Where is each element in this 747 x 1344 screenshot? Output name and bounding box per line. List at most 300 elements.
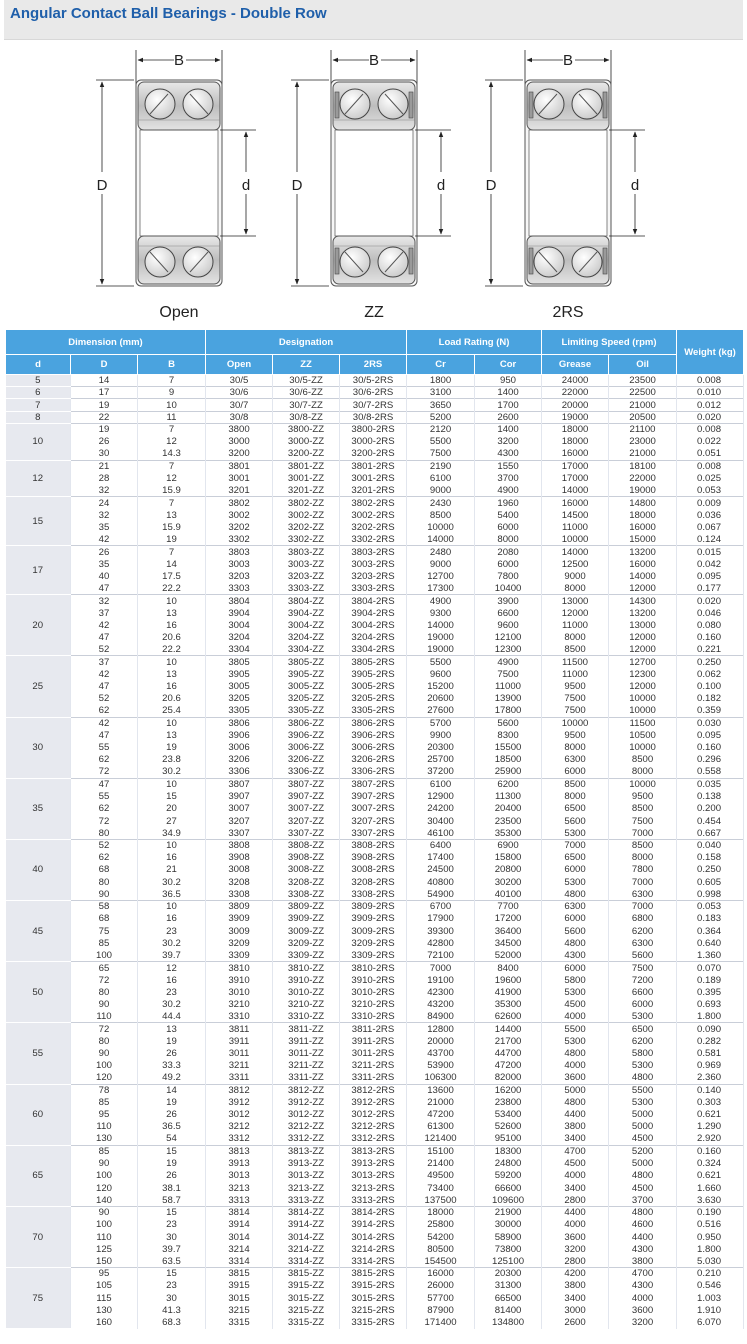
dim-d-open: d (241, 177, 251, 194)
table-row (6, 436, 744, 448)
table-cell: 0.558 (677, 766, 744, 778)
table-cell: 3014-ZZ (273, 1231, 340, 1243)
col-oil: Oil (609, 355, 677, 375)
table-cell: 24800 (475, 1158, 542, 1170)
table-cell: 70 (6, 1206, 71, 1267)
table-cell: 3910-ZZ (273, 974, 340, 986)
table-cell: 85 (71, 1096, 138, 1108)
table-row (6, 925, 744, 937)
table-cell: 45 (6, 901, 71, 962)
table-cell: 0.062 (677, 668, 744, 680)
table-cell: 3214-ZZ (273, 1243, 340, 1255)
table-cell: 5200 (407, 411, 475, 423)
table-cell: 4600 (609, 1219, 677, 1231)
table-cell: 6600 (609, 986, 677, 998)
table-row (6, 521, 744, 533)
table-row (6, 668, 744, 680)
table-cell: 30/6 (206, 387, 273, 399)
table-cell: 25800 (407, 1219, 475, 1231)
table-cell: 6100 (407, 472, 475, 484)
table-cell: 30/5-2RS (340, 375, 407, 387)
table-cell: 0.190 (677, 1206, 744, 1218)
table-row (6, 619, 744, 631)
table-cell: 0.605 (677, 876, 744, 888)
table-cell: 49.2 (138, 1072, 206, 1084)
table-cell: 35 (71, 521, 138, 533)
table-cell: 47 (71, 582, 138, 594)
table-cell: 0.046 (677, 607, 744, 619)
table-cell: 12000 (609, 582, 677, 594)
table-cell: 3304-ZZ (273, 644, 340, 656)
table-cell: 0.035 (677, 778, 744, 790)
table-cell: 3805-ZZ (273, 656, 340, 668)
table-cell: 52600 (475, 1121, 542, 1133)
table-cell: 5600 (542, 815, 609, 827)
table-cell: 16200 (475, 1084, 542, 1096)
table-cell: 55 (71, 742, 138, 754)
table-cell: 42 (71, 668, 138, 680)
table-cell: 40 (6, 839, 71, 900)
table-cell: 15.9 (138, 485, 206, 497)
group-designation: Designation (206, 330, 407, 355)
table-row (6, 1096, 744, 1108)
table-cell: 3001-ZZ (273, 472, 340, 484)
table-cell: 3004-ZZ (273, 619, 340, 631)
table-cell: 3905-2RS (340, 668, 407, 680)
table-cell: 3905 (206, 668, 273, 680)
table-cell: 3808-ZZ (273, 839, 340, 851)
table-cell: 3400 (542, 1292, 609, 1304)
table-body (6, 375, 744, 1329)
title-bar (4, 0, 743, 40)
table-cell: 3806-ZZ (273, 717, 340, 729)
table-cell: 7 (138, 460, 206, 472)
table-cell: 0.221 (677, 644, 744, 656)
table-cell: 3800-ZZ (273, 423, 340, 435)
table-cell: 3312-2RS (340, 1133, 407, 1145)
table-cell: 25900 (475, 766, 542, 778)
table-cell: 3010-2RS (340, 986, 407, 998)
table-cell: 55 (71, 790, 138, 802)
table-row (6, 607, 744, 619)
table-cell: 13 (138, 668, 206, 680)
table-cell: 5300 (609, 1096, 677, 1108)
table-cell: 3014-2RS (340, 1231, 407, 1243)
table-cell: 6000 (542, 913, 609, 925)
table-row (6, 1243, 744, 1255)
table-cell: 14300 (609, 595, 677, 607)
table-cell: 14.3 (138, 448, 206, 460)
table-cell: 17400 (407, 852, 475, 864)
table-cell: 8500 (542, 644, 609, 656)
table-row (6, 705, 744, 717)
table-cell: 3813 (206, 1145, 273, 1157)
table-cell: 3006 (206, 742, 273, 754)
table-cell: 1700 (475, 399, 542, 411)
table-cell: 5300 (542, 986, 609, 998)
table-cell: 90 (71, 1047, 138, 1059)
table-cell: 4800 (542, 937, 609, 949)
table-cell: 20 (138, 803, 206, 815)
table-cell: 10000 (609, 742, 677, 754)
table-row (6, 937, 744, 949)
table-cell: 3600 (542, 1072, 609, 1084)
table-cell: 3204-ZZ (273, 631, 340, 643)
table-cell: 2190 (407, 460, 475, 472)
table-cell: 24000 (542, 375, 609, 387)
table-cell: 80 (71, 986, 138, 998)
table-row (6, 913, 744, 925)
table-cell: 8000 (542, 742, 609, 754)
table-cell: 3906 (206, 729, 273, 741)
table-cell: 0.693 (677, 998, 744, 1010)
table-cell: 6000 (475, 558, 542, 570)
table-cell: 4800 (609, 1072, 677, 1084)
table-cell: 3200 (542, 1243, 609, 1255)
table-cell: 3002-2RS (340, 509, 407, 521)
table-cell: 3210 (206, 998, 273, 1010)
table-cell: 3008-2RS (340, 864, 407, 876)
table-cell: 0.454 (677, 815, 744, 827)
table-cell: 3007 (206, 803, 273, 815)
table-cell: 3206 (206, 754, 273, 766)
table-cell: 3801-2RS (340, 460, 407, 472)
table-cell: 3810-ZZ (273, 962, 340, 974)
table-cell: 1.360 (677, 950, 744, 962)
table-cell: 26 (71, 436, 138, 448)
table-cell: 15 (138, 1206, 206, 1218)
table-cell: 3800 (206, 423, 273, 435)
table-cell: 4000 (542, 1219, 609, 1231)
dim-d-2rs: d (630, 177, 640, 194)
table-cell: 3808 (206, 839, 273, 851)
table-cell: 20400 (475, 803, 542, 815)
col-grease: Grease (542, 355, 609, 375)
table-cell: 8500 (542, 778, 609, 790)
table-cell: 3308 (206, 888, 273, 900)
table-cell: 5000 (542, 1084, 609, 1096)
table-cell: 2800 (542, 1194, 609, 1206)
table-cell: 100 (71, 1170, 138, 1182)
table-cell: 3915 (206, 1280, 273, 1292)
table-cell: 11 (138, 411, 206, 423)
table-cell: 0.051 (677, 448, 744, 460)
col-d: d (6, 355, 71, 375)
table-row (6, 472, 744, 484)
table-cell: 3003-2RS (340, 558, 407, 570)
table-cell: 3315-ZZ (273, 1317, 340, 1329)
table-cell: 80 (71, 827, 138, 839)
table-cell: 6300 (609, 937, 677, 949)
table-cell: 18000 (542, 436, 609, 448)
table-cell: 3907-2RS (340, 790, 407, 802)
table-cell: 5300 (609, 1060, 677, 1072)
table-cell: 4900 (475, 485, 542, 497)
table-cell: 3201-ZZ (273, 485, 340, 497)
table-cell: 19100 (407, 974, 475, 986)
table-row (6, 998, 744, 1010)
table-cell: 6200 (609, 1035, 677, 1047)
table-cell: 5000 (609, 1158, 677, 1170)
table-cell: 0.210 (677, 1268, 744, 1280)
table-cell: 30/6-ZZ (273, 387, 340, 399)
table-cell: 15 (138, 790, 206, 802)
table-cell: 5500 (407, 436, 475, 448)
col-open: Open (206, 355, 273, 375)
table-cell: 65 (71, 962, 138, 974)
table-cell: 0.969 (677, 1060, 744, 1072)
table-cell: 8500 (407, 509, 475, 521)
table-row (6, 803, 744, 815)
table-cell: 42 (71, 619, 138, 631)
table-cell: 24 (71, 497, 138, 509)
table-row (6, 778, 744, 790)
bearing-open-drawing (96, 50, 256, 286)
table-cell: 14000 (542, 546, 609, 558)
table-cell: 20600 (407, 693, 475, 705)
table-cell: 0.030 (677, 717, 744, 729)
table-cell: 0.036 (677, 509, 744, 521)
table-cell: 3215 (206, 1304, 273, 1316)
table-cell: 5500 (609, 1084, 677, 1096)
table-cell: 54200 (407, 1231, 475, 1243)
table-cell: 3305-ZZ (273, 705, 340, 717)
table-cell: 4500 (609, 1182, 677, 1194)
table-cell: 15 (138, 1145, 206, 1157)
table-cell: 3810 (206, 962, 273, 974)
table-cell: 3207-2RS (340, 815, 407, 827)
table-row (6, 815, 744, 827)
table-cell: 3303-2RS (340, 582, 407, 594)
table-cell: 40 (71, 570, 138, 582)
table-cell: 3904-2RS (340, 607, 407, 619)
table-cell: 5500 (407, 656, 475, 668)
table-cell: 3906-2RS (340, 729, 407, 741)
table-cell: 13 (138, 607, 206, 619)
table-cell: 40800 (407, 876, 475, 888)
table-cell: 4000 (542, 1060, 609, 1072)
label-zz: ZZ (364, 304, 384, 321)
table-cell: 3815-ZZ (273, 1268, 340, 1280)
table-cell: 26 (138, 1047, 206, 1059)
table-cell: 19 (138, 1158, 206, 1170)
table-cell: 8500 (609, 754, 677, 766)
table-cell: 14 (138, 558, 206, 570)
table-cell: 3314 (206, 1255, 273, 1267)
table-cell: 54900 (407, 888, 475, 900)
table-row (6, 876, 744, 888)
table-cell: 47200 (475, 1060, 542, 1072)
table-cell: 3311 (206, 1072, 273, 1084)
table-cell: 1.910 (677, 1304, 744, 1316)
table-cell: 3806 (206, 717, 273, 729)
table-cell: 3008 (206, 864, 273, 876)
table-cell: 125100 (475, 1255, 542, 1267)
table-cell: 0.042 (677, 558, 744, 570)
table-cell: 19 (138, 534, 206, 546)
table-cell: 0.200 (677, 803, 744, 815)
table-cell: 10 (6, 423, 71, 460)
table-cell: 110 (71, 1231, 138, 1243)
table-cell: 4500 (609, 1133, 677, 1145)
table-cell: 26 (138, 1109, 206, 1121)
table-cell: 1400 (475, 423, 542, 435)
table-cell: 3005-ZZ (273, 680, 340, 692)
table-cell: 90 (71, 998, 138, 1010)
table-cell: 3000 (542, 1304, 609, 1316)
table-cell: 20300 (407, 742, 475, 754)
table-cell: 3302 (206, 534, 273, 546)
table-cell: 137500 (407, 1194, 475, 1206)
table-cell: 3911 (206, 1035, 273, 1047)
table-cell: 47 (71, 729, 138, 741)
table-cell: 5700 (407, 717, 475, 729)
table-cell: 3006-ZZ (273, 742, 340, 754)
table-cell: 25.4 (138, 705, 206, 717)
table-cell: 0.177 (677, 582, 744, 594)
table-cell: 0.080 (677, 619, 744, 631)
table-cell: 3313 (206, 1194, 273, 1206)
table-cell: 3915-2RS (340, 1280, 407, 1292)
table-cell: 47200 (407, 1109, 475, 1121)
table-cell: 6200 (475, 778, 542, 790)
table-cell: 5 (6, 375, 71, 387)
table-cell: 3305 (206, 705, 273, 717)
table-cell: 3307-ZZ (273, 827, 340, 839)
table-cell: 24500 (407, 864, 475, 876)
table-cell: 6400 (407, 839, 475, 851)
table-cell: 20000 (407, 1035, 475, 1047)
table-cell: 3310 (206, 1011, 273, 1023)
table-cell: 4300 (609, 1280, 677, 1292)
table-cell: 12000 (609, 631, 677, 643)
group-load-rating: Load Rating (N) (407, 330, 542, 355)
table-cell: 72 (71, 974, 138, 986)
table-cell: 10 (138, 717, 206, 729)
table-cell: 0.998 (677, 888, 744, 900)
table-row (6, 375, 744, 387)
table-cell: 3803-2RS (340, 546, 407, 558)
table-cell: 41.3 (138, 1304, 206, 1316)
table-cell: 10 (138, 778, 206, 790)
table-cell: 0.250 (677, 656, 744, 668)
table-cell: 42 (71, 534, 138, 546)
table-row (6, 423, 744, 435)
table-cell: 10 (138, 656, 206, 668)
table-cell: 1800 (407, 375, 475, 387)
table-cell: 0.324 (677, 1158, 744, 1170)
table-cell: 6300 (542, 901, 609, 913)
table-cell: 23500 (475, 815, 542, 827)
table-cell: 0.090 (677, 1023, 744, 1035)
table-cell: 0.008 (677, 423, 744, 435)
table-cell: 2120 (407, 423, 475, 435)
table-row (6, 1072, 744, 1084)
table-cell: 26 (138, 1170, 206, 1182)
table-cell: 7 (138, 375, 206, 387)
table-cell: 10000 (542, 534, 609, 546)
table-cell: 20300 (475, 1268, 542, 1280)
table-cell: 0.182 (677, 693, 744, 705)
table-cell: 3212 (206, 1121, 273, 1133)
table-cell: 3600 (542, 1231, 609, 1243)
table-cell: 0.009 (677, 497, 744, 509)
table-cell: 0.621 (677, 1170, 744, 1182)
table-cell: 0.158 (677, 852, 744, 864)
table-cell: 32 (71, 509, 138, 521)
table-cell: 3005 (206, 680, 273, 692)
table-row (6, 1206, 744, 1218)
table-cell: 3805-2RS (340, 656, 407, 668)
table-cell: 23800 (475, 1096, 542, 1108)
col-zz: ZZ (273, 355, 340, 375)
table-cell: 0.053 (677, 901, 744, 913)
table-cell: 0.581 (677, 1047, 744, 1059)
table-row (6, 986, 744, 998)
table-cell: 15500 (475, 742, 542, 754)
table-cell: 3011-2RS (340, 1047, 407, 1059)
table-cell: 3012-ZZ (273, 1109, 340, 1121)
table-cell: 19000 (407, 631, 475, 643)
table-cell: 1550 (475, 460, 542, 472)
table-cell: 3208-2RS (340, 876, 407, 888)
table-cell: 32 (71, 595, 138, 607)
table-cell: 23 (138, 925, 206, 937)
table-cell: 3801 (206, 460, 273, 472)
table-row (6, 1145, 744, 1157)
table-cell: 7200 (609, 974, 677, 986)
table-cell: 9000 (407, 485, 475, 497)
table-cell: 23 (138, 1219, 206, 1231)
table-cell: 3804-ZZ (273, 595, 340, 607)
table-cell: 3302-2RS (340, 534, 407, 546)
table-row (6, 888, 744, 900)
table-row (6, 558, 744, 570)
table-row (6, 1133, 744, 1145)
table-row (6, 717, 744, 729)
table-cell: 3305-2RS (340, 705, 407, 717)
table-cell: 3811-ZZ (273, 1023, 340, 1035)
table-cell: 3205-ZZ (273, 693, 340, 705)
table-cell: 0.546 (677, 1280, 744, 1292)
table-cell: 27600 (407, 705, 475, 717)
table-cell: 8500 (609, 803, 677, 815)
table-cell: 54 (138, 1133, 206, 1145)
dim-B-zz: B (368, 52, 380, 69)
table-cell: 19000 (609, 485, 677, 497)
table-cell: 36400 (475, 925, 542, 937)
table-cell: 40100 (475, 888, 542, 900)
table-cell: 2080 (475, 546, 542, 558)
table-cell: 3307-2RS (340, 827, 407, 839)
table-cell: 0.015 (677, 546, 744, 558)
col-2rs: 2RS (340, 355, 407, 375)
table-cell: 42 (71, 717, 138, 729)
table-cell: 3004-2RS (340, 619, 407, 631)
table-row (6, 497, 744, 509)
table-cell: 4900 (407, 595, 475, 607)
table-cell: 22 (71, 411, 138, 423)
table-cell: 9 (138, 387, 206, 399)
table-cell: 0.359 (677, 705, 744, 717)
dim-B-2rs: B (562, 52, 574, 69)
table-cell: 20500 (609, 411, 677, 423)
table-cell: 30.2 (138, 998, 206, 1010)
table-cell: 14500 (542, 509, 609, 521)
table-cell: 121400 (407, 1133, 475, 1145)
table-cell: 18500 (475, 754, 542, 766)
table-cell: 3000-ZZ (273, 436, 340, 448)
